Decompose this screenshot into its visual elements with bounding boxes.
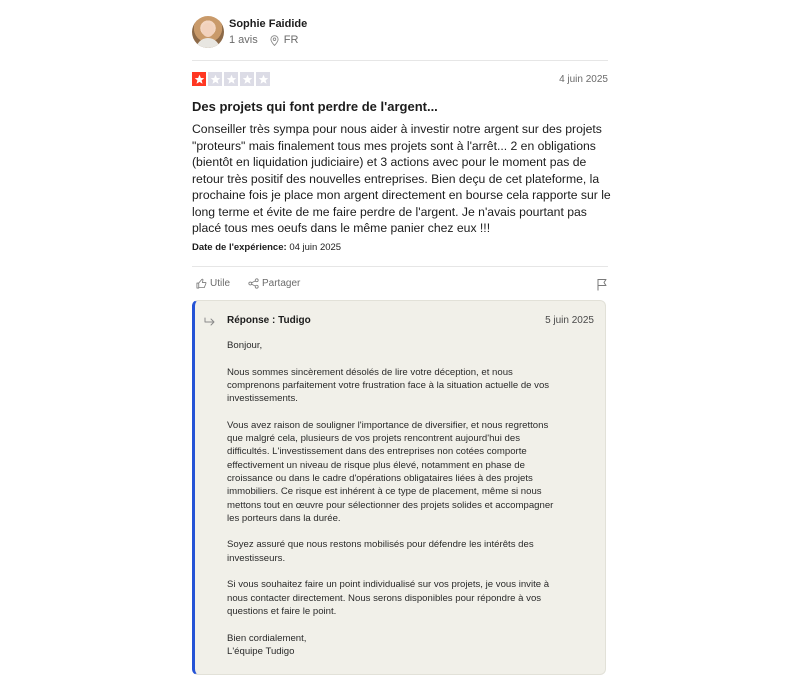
star-icon <box>256 72 270 86</box>
review-title: Des projets qui font perdre de l'argent... <box>192 99 438 114</box>
star-icon <box>208 72 222 86</box>
reply-paragraph: Vous avez raison de souligner l'importance de diversifier, et nous regrettons que malgré cela, plusieurs de vos projets rencontrent aujourd'hui des difficultés. L'investissement dans des entreprises non cotées comporte effectivement un niveau de risque plus élevé, notamment en phase de croissance ou dans le cadre d'opérations obligataires liées à des projets immobiliers. Ce risque est inhérent à ce type de placement, même si nous mettons tout en œuvre pour sélectionner des projets solides et accompagner les porteurs dans la durée. <box>227 419 554 524</box>
reply-title: Réponse : Tudigo <box>227 315 311 326</box>
reply-signature: Bien cordialement, L'équipe Tudigo <box>227 632 307 657</box>
star-icon <box>224 72 238 86</box>
reply-arrow-icon <box>204 316 216 328</box>
location-pin-icon <box>270 35 279 46</box>
review-date: 4 juin 2025 <box>559 74 608 85</box>
reply-text <box>227 339 587 658</box>
reviewer-header <box>192 16 608 50</box>
thumbs-up-icon <box>196 278 207 289</box>
reviewer-meta <box>229 34 298 46</box>
reply-paragraph: Bonjour, <box>227 340 263 351</box>
experience-date <box>192 242 341 253</box>
divider <box>192 266 608 267</box>
reply-date: 5 juin 2025 <box>545 315 594 326</box>
share-label: Partager <box>262 278 301 289</box>
company-reply <box>192 300 606 675</box>
reviews-count: 1 avis <box>229 34 258 46</box>
share-button[interactable] <box>248 278 300 289</box>
reviewer-country: FR <box>283 34 299 46</box>
star-icon <box>240 72 254 86</box>
reply-paragraph: Si vous souhaitez faire un point individualisé sur vos projets, je vous invite à nous contacter directement. Nous serons disponibles pour répondre à vos questions et faire le point. <box>227 579 550 617</box>
flag-icon[interactable] <box>596 278 608 291</box>
experience-value: 04 juin 2025 <box>289 242 342 253</box>
reply-paragraph: Soyez assuré que nous restons mobilisés pour défendre les intérêts des investisseurs. <box>227 539 534 564</box>
avatar[interactable] <box>192 16 224 48</box>
review-body: Conseiller très sympa pour nous aider à investir notre argent sur des projets "proteurs" mais finalement tous mes projets sont à l'arrêt... 2 en obligations (bientôt en liquidation judiciaire) et 3 actions avec pour le moment pas de retour très positif des nouvelles entreprises. Bien deçu de cet plateforme, la prochaine fois je place mon argent directement en bourse cela rapporte sur le long terme et évite de me faire perdre de l'argent. Je n'avais pourtant pas placé tous mes oeufs dans le même panier chez eux !!! <box>192 122 611 235</box>
useful-label: Utile <box>210 278 231 289</box>
reply-paragraph: Nous sommes sincèrement désolés de lire votre déception, et nous comprenons parfaitement votre frustration face à la situation actuelle de vos investissements. <box>227 366 550 405</box>
star-icon <box>192 72 206 86</box>
review-actions <box>196 278 608 294</box>
divider <box>192 60 608 61</box>
star-rating <box>192 72 270 86</box>
reviewer-name[interactable]: Sophie Faidide <box>229 18 308 30</box>
useful-button[interactable] <box>196 278 230 289</box>
share-icon <box>248 278 259 289</box>
experience-label: Date de l'expérience: <box>192 242 287 253</box>
